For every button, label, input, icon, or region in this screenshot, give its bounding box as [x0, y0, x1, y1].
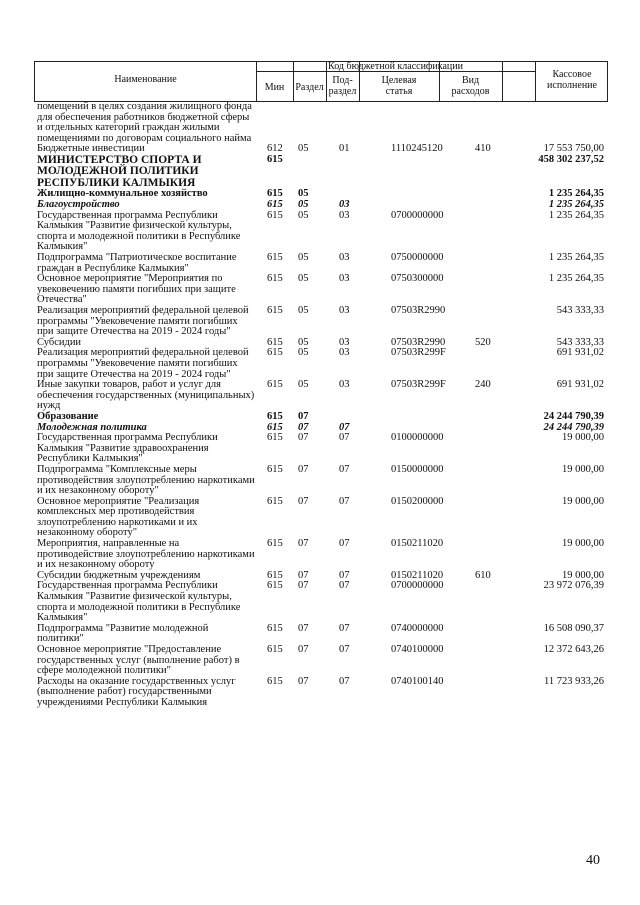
header-min: Мин [264, 82, 285, 93]
row-target-article: 0750300000 [391, 273, 444, 285]
row-subsection: 03 [339, 347, 350, 359]
row-section: 07 [298, 421, 309, 433]
row-name: Подпрограмма "Патриотическое воспитание граждан в Республике Калмыкия" [37, 252, 237, 274]
row-subsection: 03 [339, 199, 350, 211]
row-amount: 1 235 264,35 [548, 188, 604, 200]
table-row [34, 274, 608, 306]
row-name: Основное мероприятие "Предоставление государственных услуг (выполнение работ) в сфере молодежной политики" [37, 644, 240, 677]
row-min: 615 [267, 379, 283, 391]
row-name: Государственная программа Республики Калмыкия "Развитие физической культуры, спорта и молодежной политики в Республике Калмыкия" [37, 209, 241, 253]
table-row [34, 645, 608, 677]
header-budget-code-group: Код бюджетной классификации [328, 61, 463, 72]
row-min: 615 [267, 209, 283, 221]
row-subsection: 01 [339, 143, 350, 155]
row-target-article: 0700000000 [391, 580, 444, 592]
row-target-article: 07503R299F [391, 379, 446, 391]
row-target-article: 1110245120 [391, 143, 443, 155]
row-amount: 11 723 933,26 [544, 675, 604, 687]
row-name: Благоустройство [37, 199, 120, 211]
row-subsection: 07 [339, 569, 350, 581]
row-section: 07 [298, 622, 309, 634]
table-row [34, 155, 608, 190]
row-min: 615 [267, 538, 283, 550]
table-row [34, 189, 608, 200]
row-target-article: 0700000000 [391, 209, 444, 221]
row-section: 05 [298, 336, 309, 348]
row-min: 615 [267, 622, 283, 634]
row-expense-type: 520 [475, 336, 491, 348]
row-section: 05 [298, 209, 309, 221]
row-amount: 19 000,00 [562, 495, 604, 507]
row-section: 07 [298, 495, 309, 507]
row-amount: 1 235 264,35 [548, 273, 604, 285]
row-amount: 23 972 076,39 [543, 580, 604, 592]
table-row [34, 497, 608, 539]
row-target-article: 07503R2990 [391, 336, 446, 348]
row-amount: 16 508 090,37 [543, 622, 604, 634]
row-target-article: 0750000000 [391, 252, 444, 264]
table-row [34, 348, 608, 380]
row-target-article: 07503R2990 [391, 305, 446, 316]
row-target-article: 0150000000 [391, 463, 444, 475]
row-name: МИНИСТЕРСТВО СПОРТА И МОЛОДЕЖНОЙ ПОЛИТИКИ РЕСПУБЛИКИ КАЛМЫКИЯ [37, 153, 202, 189]
row-min: 615 [267, 569, 283, 581]
row-amount: 691 931,02 [556, 379, 604, 391]
row-subsection: 07 [339, 495, 350, 507]
row-subsection: 07 [339, 432, 350, 444]
row-name: Жилищно-коммунальное хозяйство [37, 188, 208, 200]
header-expense-type: Вид расходов [451, 75, 490, 97]
header-section: Раздел [295, 82, 324, 93]
row-name: Бюджетные инвестиции [37, 143, 145, 155]
row-min: 615 [267, 432, 283, 444]
row-target-article: 0150211020 [391, 538, 444, 550]
table-row [34, 581, 608, 623]
row-min: 615 [267, 580, 283, 592]
row-subsection: 03 [339, 305, 350, 316]
row-amount: 458 302 237,52 [538, 153, 604, 165]
row-section: 07 [298, 463, 309, 475]
row-name: Реализация мероприятий федеральной целевой программы "Увековечение памяти погибших при защите Отечества на 2019 - 2024 годы" [37, 347, 249, 380]
row-name: Подпрограмма "Развитие молодежной политики" [37, 622, 209, 645]
row-min: 615 [267, 252, 283, 264]
row-min: 615 [267, 410, 283, 422]
table-row [34, 539, 608, 571]
row-target-article: 0740100000 [391, 644, 444, 655]
table-row [34, 433, 608, 465]
row-subsection: 03 [339, 336, 350, 348]
row-expense-type: 240 [475, 379, 491, 391]
header-subsection: Под- раздел [328, 75, 357, 97]
row-amount: 691 931,02 [556, 347, 604, 359]
row-name: помещений в целях создания жилищного фонда для обеспечения работников бюджетной сферы и отдельных категорий граждан жилыми помещениями по договорам социального найма [37, 101, 252, 144]
row-amount: 12 372 643,26 [543, 644, 604, 655]
row-amount: 543 333,33 [556, 305, 604, 316]
row-amount: 1 235 264,35 [548, 252, 604, 264]
header-cash-execution: Кассовое исполнение [547, 69, 597, 91]
row-section: 05 [298, 252, 309, 264]
table-header [34, 61, 608, 102]
row-name: Субсидии [37, 336, 82, 348]
header-name: Наименование [114, 74, 177, 85]
header-target-article: Целевая статья [381, 75, 417, 97]
row-section: 05 [298, 199, 309, 211]
row-subsection: 03 [339, 379, 350, 391]
row-min: 615 [267, 347, 283, 359]
row-amount: 24 244 790,39 [543, 410, 604, 422]
row-subsection: 07 [339, 463, 350, 475]
row-subsection: 03 [339, 209, 350, 221]
table-row [34, 380, 608, 412]
row-min: 615 [267, 495, 283, 507]
row-name: Субсидии бюджетным учреждениям [37, 569, 201, 581]
row-name: Реализация мероприятий федеральной целевой программы "Увековечение памяти погибших при защите Отечества на 2019 - 2024 годы" [37, 305, 249, 338]
row-min: 615 [267, 188, 283, 200]
table-row [34, 624, 608, 645]
row-min: 615 [267, 153, 283, 165]
row-target-article: 0150200000 [391, 495, 444, 507]
row-amount: 24 244 790,39 [543, 421, 604, 433]
table-row [34, 102, 608, 144]
row-subsection: 07 [339, 644, 350, 655]
row-amount: 19 000,00 [562, 463, 604, 475]
row-min: 615 [267, 273, 283, 285]
row-name: Основное мероприятие "Мероприятия по увековечению памяти погибших при защите Отечества" [37, 273, 236, 306]
row-name: Иные закупки товаров, работ и услуг для обеспечения государственных (муниципальных) нужд [37, 379, 255, 412]
row-section: 07 [298, 538, 309, 550]
row-section: 05 [298, 305, 309, 316]
row-section: 05 [298, 143, 309, 155]
row-target-article: 0740000000 [391, 622, 444, 634]
row-name: Мероприятия, направленные на противодействие злоупотреблению наркотиками и их незаконному обороту [37, 538, 255, 571]
table-body [34, 102, 608, 709]
table-row [34, 677, 608, 709]
row-section: 05 [298, 188, 309, 200]
row-target-article: 0150211020 [391, 569, 444, 581]
row-subsection: 07 [339, 622, 350, 634]
row-expense-type: 610 [475, 569, 491, 581]
row-min: 615 [267, 675, 283, 687]
row-section: 05 [298, 347, 309, 359]
row-expense-type: 410 [475, 143, 491, 155]
row-min: 615 [267, 199, 283, 211]
budget-table [34, 61, 608, 709]
row-target-article: 0100000000 [391, 432, 444, 444]
row-subsection: 07 [339, 580, 350, 592]
row-amount: 1 235 264,35 [548, 199, 604, 211]
row-target-article: 07503R299F [391, 347, 446, 359]
row-section: 05 [298, 273, 309, 285]
row-subsection: 03 [339, 252, 350, 264]
row-name: Образование [37, 410, 99, 422]
row-amount: 543 333,33 [556, 336, 604, 348]
row-min: 615 [267, 336, 283, 348]
table-row [34, 306, 608, 338]
table-row [34, 211, 608, 253]
row-section: 07 [298, 675, 309, 687]
row-section: 07 [298, 580, 309, 592]
row-target-article: 0740100140 [391, 675, 444, 687]
row-min: 612 [267, 143, 283, 155]
row-name: Подпрограмма "Комплексные меры противодействия злоупотреблению наркотиками и их незаконному обороту" [37, 463, 255, 497]
row-amount: 1 235 264,35 [548, 209, 604, 221]
row-section: 07 [298, 410, 309, 422]
page-number: 40 [586, 853, 600, 868]
row-subsection: 07 [339, 421, 350, 433]
row-amount: 19 000,00 [562, 432, 604, 444]
row-name: Государственная программа Республики Калмыкия "Развитие здравоохранения Республики Калмыкия" [37, 432, 218, 465]
row-section: 07 [298, 569, 309, 581]
row-amount: 19 000,00 [562, 569, 604, 581]
row-name: Расходы на оказание государственных услуг (выполнение работ) государственными учреждениями Республики Калмыкия [37, 675, 236, 708]
row-amount: 17 553 750,00 [543, 143, 604, 155]
row-section: 07 [298, 644, 309, 655]
row-name: Основное мероприятие "Реализация комплексных мер противодействия злоупотреблению наркотиками и их незаконному обороту" [37, 495, 200, 539]
row-section: 05 [298, 379, 309, 391]
row-subsection: 07 [339, 538, 350, 550]
row-name: Государственная программа Республики Калмыкия "Развитие физической культуры, спорта и молодежной политики в Республике Калмыкия" [37, 580, 241, 624]
table-row [34, 412, 608, 423]
row-min: 615 [267, 644, 283, 655]
table-row [34, 253, 608, 274]
row-section: 07 [298, 432, 309, 444]
row-name: Молодежная политика [37, 421, 147, 433]
row-min: 615 [267, 421, 283, 433]
row-amount: 19 000,00 [562, 538, 604, 550]
row-min: 615 [267, 463, 283, 475]
table-row [34, 465, 608, 497]
row-subsection: 03 [339, 273, 350, 285]
row-subsection: 07 [339, 675, 350, 687]
row-min: 615 [267, 305, 283, 316]
